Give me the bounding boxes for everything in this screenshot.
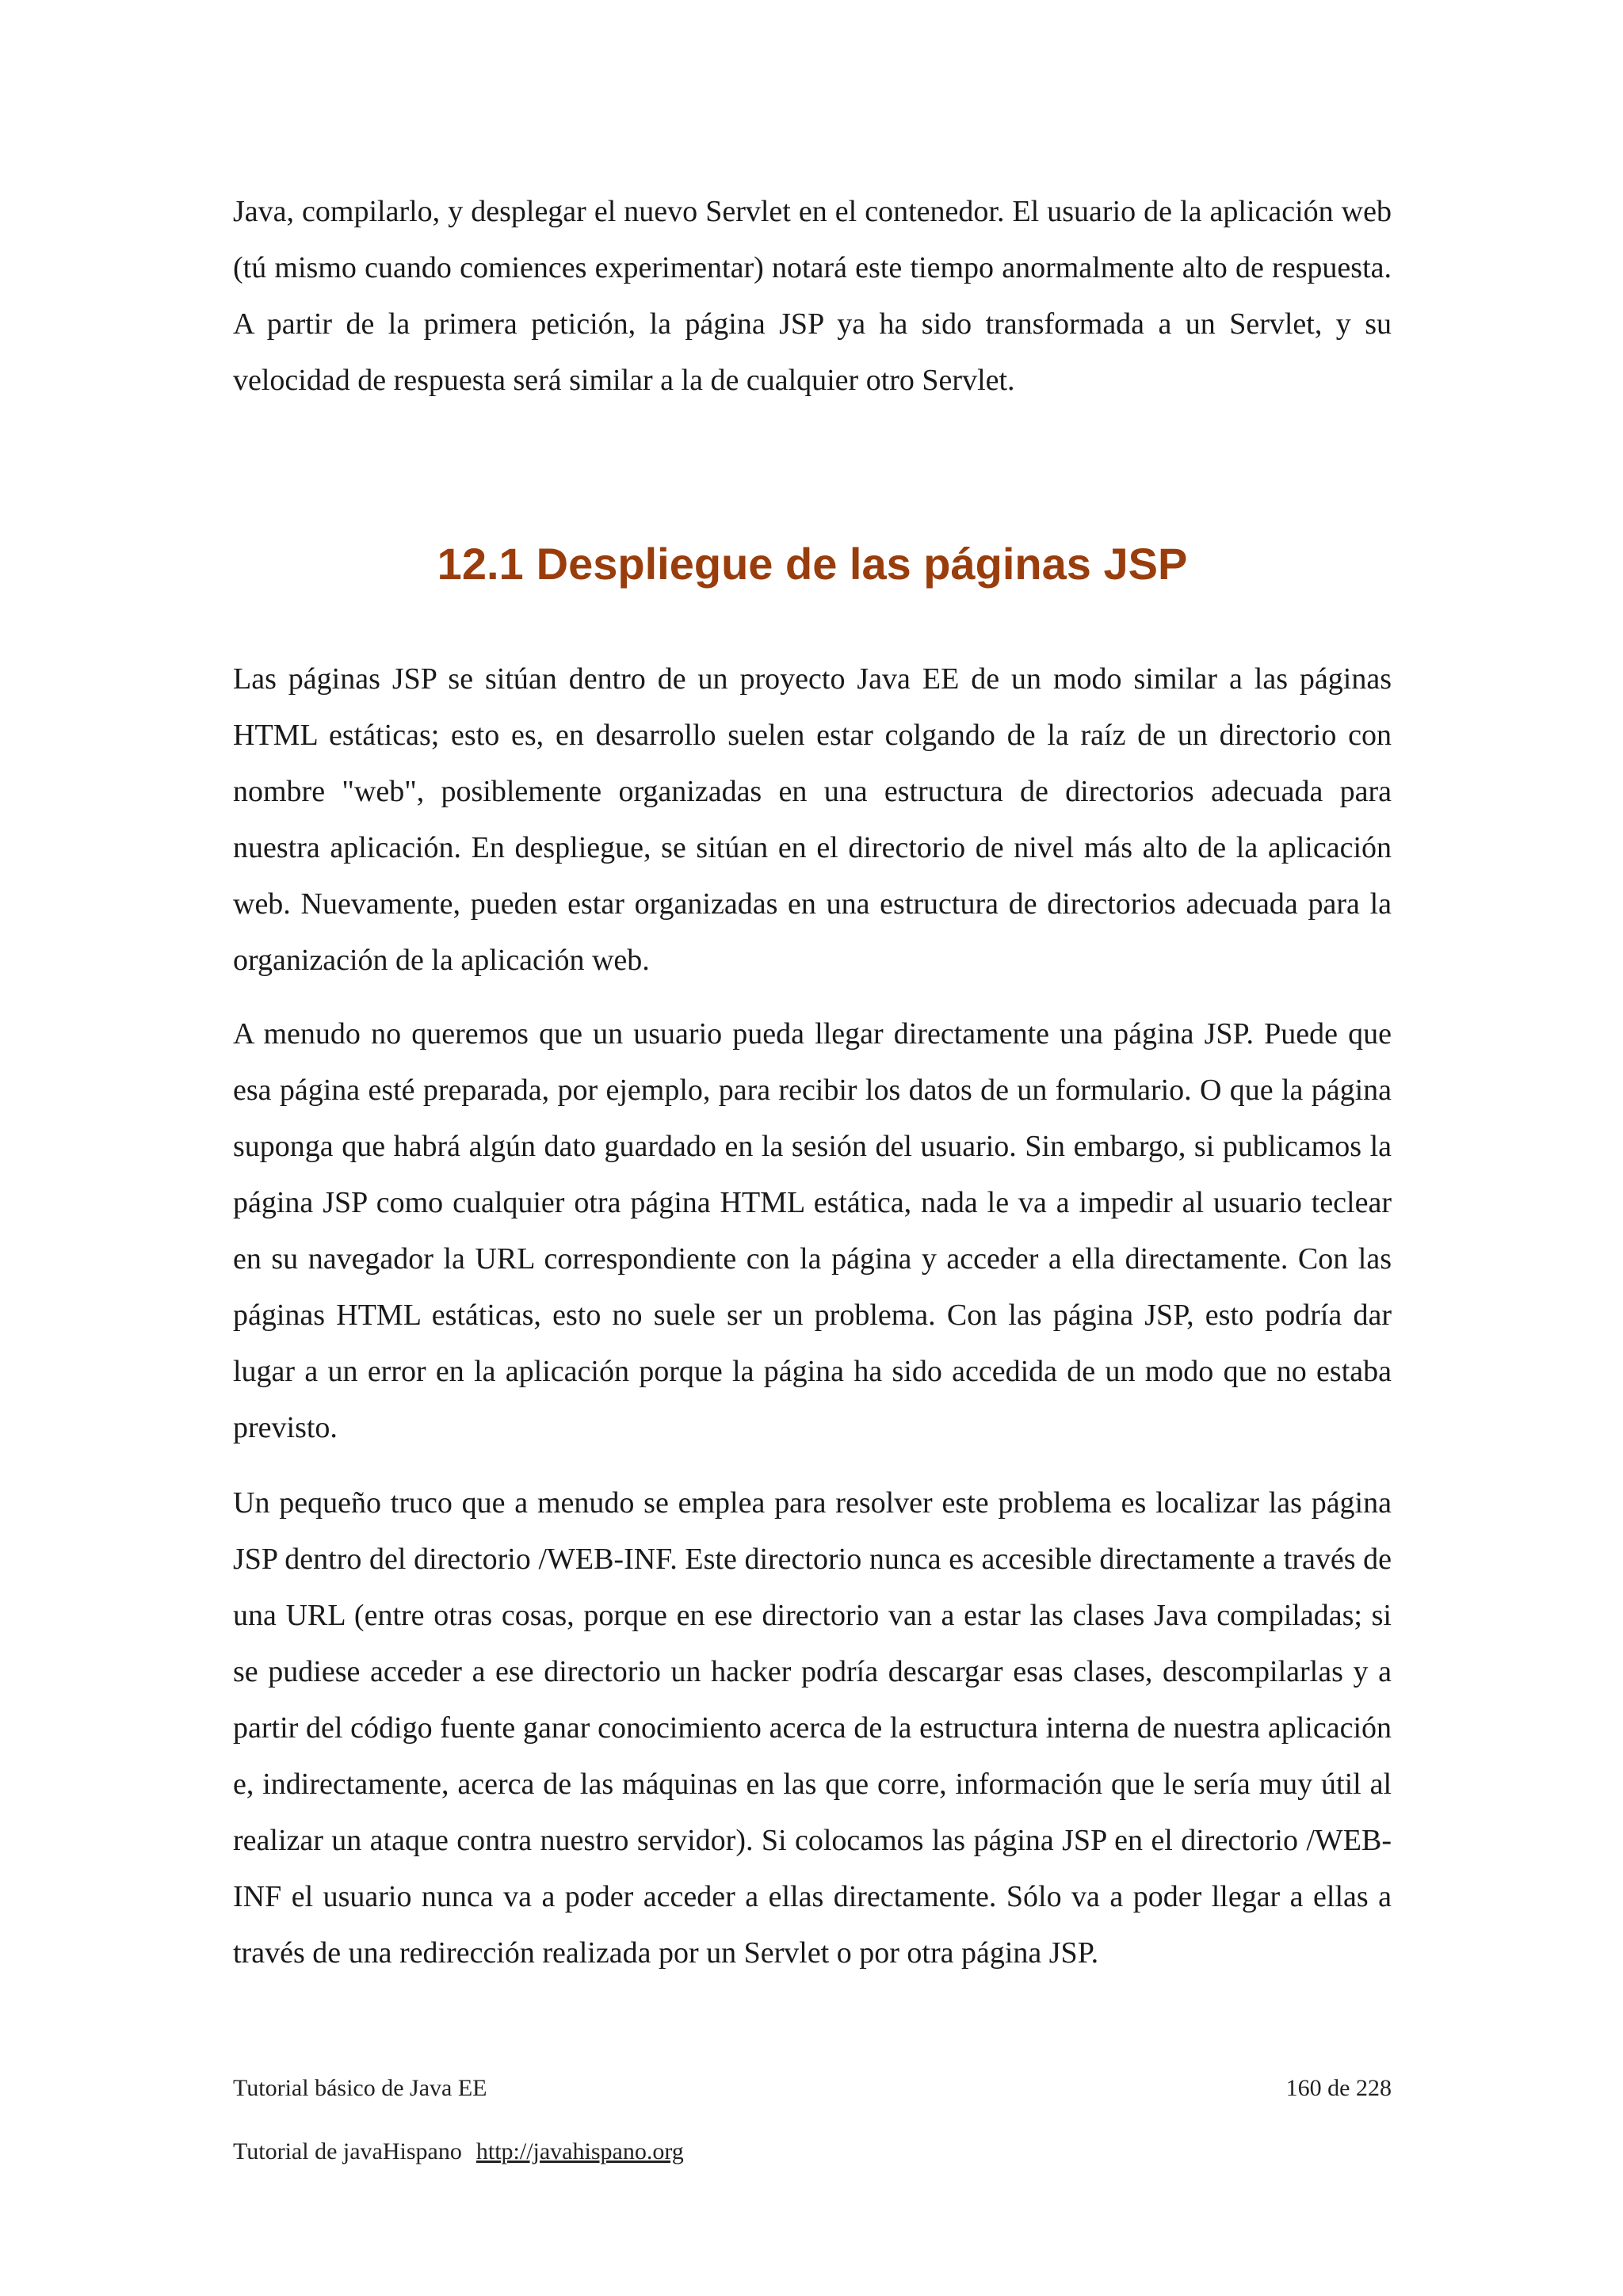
paragraph-continuation: Java, compilarlo, y desplegar el nuevo Servlet en el contenedor. El usuario de la aplicación web (tú mismo cuando comiences experimentar) notará este tiempo anormalmente alto de respuesta. A partir de la primera petición, la página JSP ya ha sido transformada a un Servlet, y su velocidad de respuesta será similar a la de cualquier otro Servlet. — [233, 195, 1392, 397]
footer-link[interactable]: http://javahispano.org — [475, 2138, 684, 2164]
footer-bottom-line — [233, 2136, 1392, 2168]
section-heading — [233, 536, 1392, 593]
section-number: 12.1 — [437, 539, 524, 589]
footer-credit: Tutorial de javaHispano — [233, 2138, 462, 2164]
paragraph-deployment: Las páginas JSP se sitúan dentro de un proyecto Java EE de un modo similar a las páginas HTML estáticas; esto es, en desarrollo suelen estar colgando de la raíz de un directorio con nombre "web", posiblemente organizadas en una estructura de directorios adecuada para nuestra aplicación. En despliegue, se sitúan en el directorio de nivel más alto de la aplicación web. Nuevamente, pueden estar organizadas en una estructura de directorios adecuada para la organización de la aplicación web. — [233, 662, 1392, 977]
paragraph-web-inf: Un pequeño truco que a menudo se emplea para resolver este problema es localizar las página JSP dentro del directorio /WEB-INF. Este directorio nunca es accesible directamente a través de una URL (entre otras cosas, porque en ese directorio van a estar las clases Java compiladas; si se pudiese acceder a ese directorio un hacker podría descargar esas clases, descompilarlas y a partir del código fuente ganar conocimiento acerca de la estructura interna de nuestra aplicación e, indirectamente, acerca de las máquinas en las que corre, información que le sería muy útil al realizar un ataque contra nuestro servidor). Si colocamos las página JSP en el directorio /WEB-INF el usuario nunca va a poder acceder a ellas directamente. Sólo va a poder llegar a ellas a través de una redirección realizada por un Servlet o por otra página JSP. — [233, 1486, 1392, 1970]
footer-book-title: Tutorial básico de Java EE — [233, 2075, 487, 2101]
footer-page-indicator: 160 de 228 — [1285, 2075, 1392, 2101]
footer-top-line — [233, 2073, 1392, 2104]
paragraph-direct-access: A menudo no queremos que un usuario pueda llegar directamente una página JSP. Puede que esa página esté preparada, por ejemplo, para recibir los datos de un formulario. O que la página suponga que habrá algún dato guardado en la sesión del usuario. Sin embargo, si publicamos la página JSP como cualquier otra página HTML estática, nada le va a impedir al usuario teclear en su navegador la URL correspondiente con la página y acceder a ella directamente. Con las páginas HTML estáticas, esto no suele ser un problema. Con las página JSP, esto podría dar lugar a un error en la aplicación porque la página ha sido accedida de un modo que no estaba previsto. — [233, 1017, 1392, 1444]
section-title: Despliegue de las páginas JSP — [536, 539, 1188, 589]
